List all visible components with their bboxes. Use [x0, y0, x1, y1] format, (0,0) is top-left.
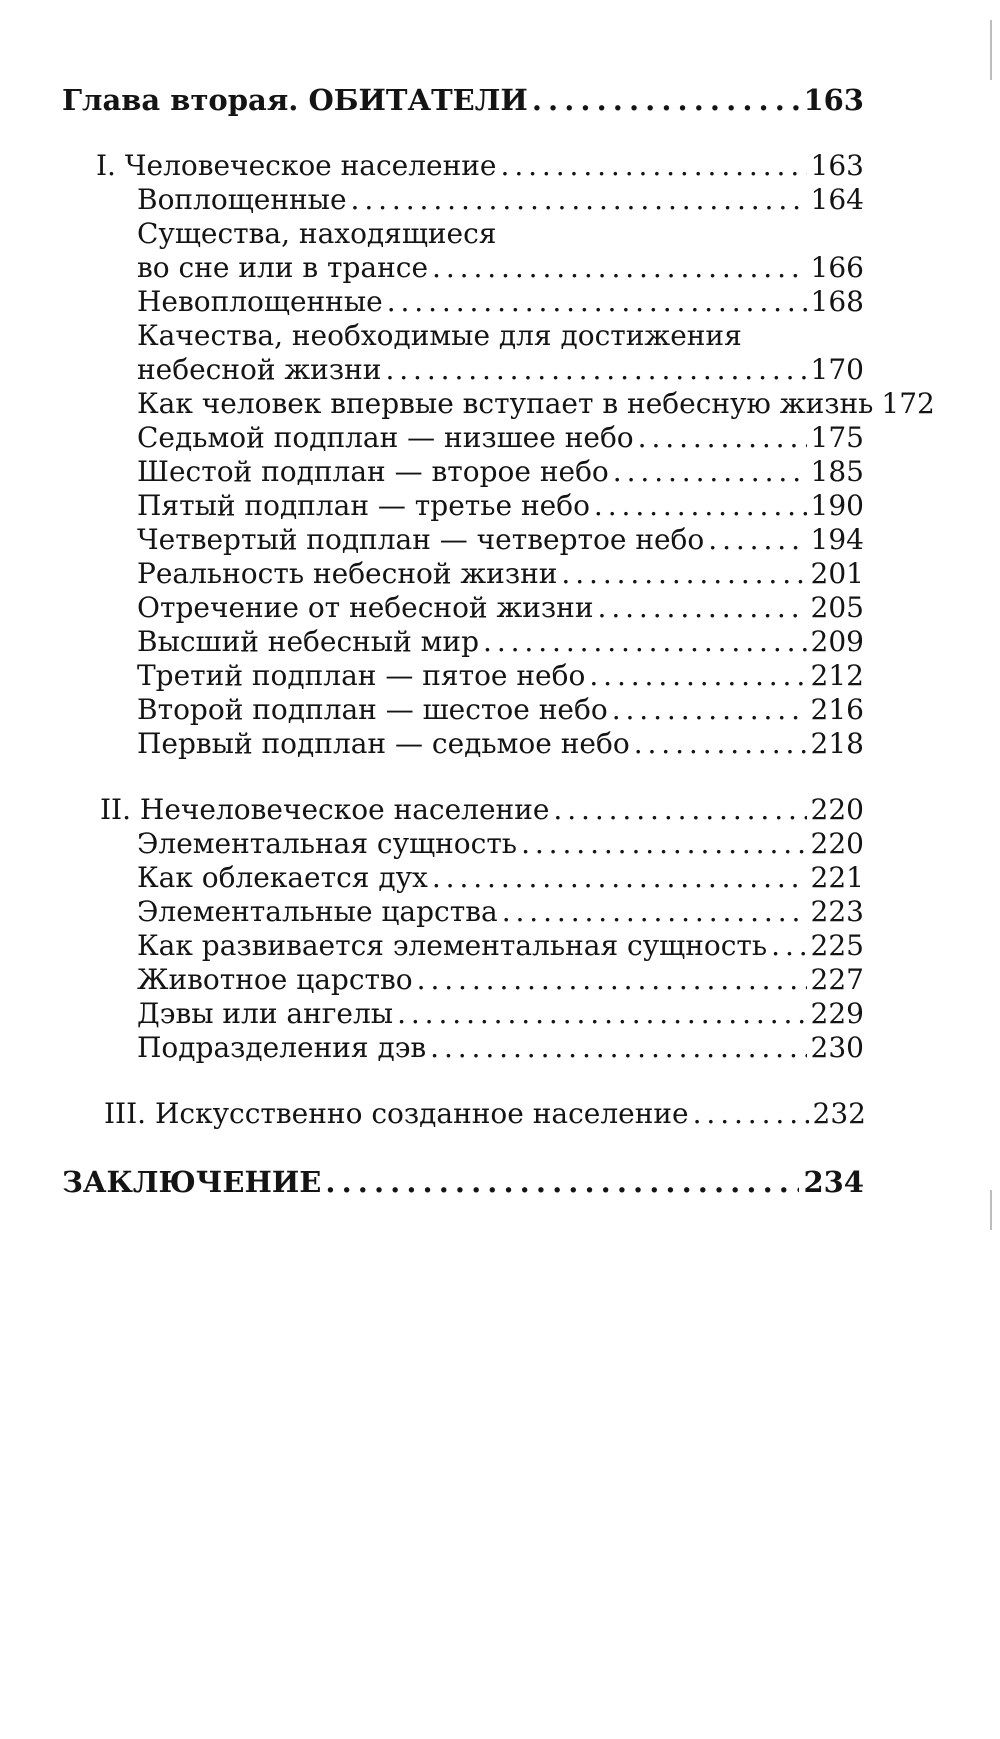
toc-entry-title-line1: Качества, необходимые для достижения [137, 319, 742, 352]
toc-entry-page: 223 [810, 895, 864, 928]
toc-entry-title: Второй подплан — шестое небо [137, 693, 608, 726]
dot-leader [501, 148, 807, 184]
toc-entry-page: 205 [810, 591, 864, 624]
toc-entry-page: 194 [810, 523, 864, 556]
toc-entry-title: небесной жизни [137, 353, 382, 386]
dot-leader [638, 420, 807, 456]
toc-entry-title: Воплощенные [137, 183, 347, 216]
toc-entry-title: Отречение от небесной жизни [137, 591, 594, 624]
toc-entry [137, 962, 864, 998]
toc-entry-page: 218 [810, 727, 864, 760]
toc-entry [137, 522, 864, 558]
toc-entry-page: 175 [810, 421, 864, 454]
toc-entry-title: во сне или в трансе [137, 251, 429, 284]
toc-entry [137, 454, 864, 490]
toc-entry-title: Пятый подплан — третье небо [137, 489, 590, 522]
dot-leader [430, 1030, 806, 1066]
dot-leader [385, 352, 806, 388]
dot-leader [589, 658, 806, 694]
toc-entry [137, 182, 864, 218]
toc-entry-page: 209 [810, 625, 864, 658]
toc-section-2 [100, 792, 864, 828]
toc-section-title: III. Искусственно созданное население [104, 1097, 689, 1130]
toc-entry-page: 164 [810, 183, 864, 216]
toc-entry-title: Третий подплан — пятое небо [137, 659, 586, 692]
toc-entry-title: Невоплощенные [137, 285, 383, 318]
toc-entry-title: Первый подплан — седьмое небо [137, 727, 630, 760]
dot-leader [397, 996, 806, 1032]
dot-leader [325, 1164, 799, 1200]
toc-entry [137, 250, 864, 286]
dot-leader [594, 488, 807, 524]
toc-entry-title: Элементальная сущность [137, 827, 518, 860]
dot-leader [634, 726, 807, 762]
dot-leader [693, 1096, 809, 1132]
toc-entry [137, 284, 864, 320]
toc-entry-title: Как человек впервые вступает в небесную жизнь [137, 387, 874, 420]
toc-entry-page: 168 [810, 285, 864, 318]
dot-leader [771, 928, 806, 964]
dot-leader [561, 556, 806, 592]
dot-leader [502, 894, 807, 930]
dot-leader [387, 284, 807, 320]
toc-entry-title: Животное царство [137, 963, 413, 996]
toc-entry [137, 590, 864, 626]
dot-leader [351, 182, 807, 218]
toc-entry [137, 692, 864, 728]
toc-section-3 [104, 1096, 866, 1132]
dot-leader [598, 590, 807, 626]
toc-entry [137, 726, 864, 762]
dot-leader [612, 692, 807, 728]
toc-entry-page: 221 [810, 861, 864, 894]
toc-entry [137, 386, 935, 422]
toc-entry-title: Как развивается элементальная сущность [137, 929, 768, 962]
toc-entry [137, 488, 864, 524]
toc-section-page: 163 [810, 149, 864, 182]
toc-entry [137, 928, 864, 964]
toc-entry [137, 352, 864, 388]
toc-entry-page: 185 [810, 455, 864, 488]
toc-conclusion-title: ЗАКЛЮЧЕНИЕ [62, 1165, 322, 1199]
scan-edge-mark [990, 20, 992, 80]
toc-section-title: I. Человеческое население [96, 149, 497, 182]
toc-entry-page: 190 [810, 489, 864, 522]
toc-entry [137, 420, 864, 456]
toc-entry-title: Элементальные царства [137, 895, 498, 928]
toc-chapter-page: 163 [803, 83, 864, 117]
toc-entry [137, 826, 864, 862]
dot-leader [553, 792, 806, 828]
toc-section-page: 232 [812, 1097, 866, 1130]
toc-entry-page: 201 [810, 557, 864, 590]
toc-entry-title: Дэвы или ангелы [137, 997, 394, 1030]
dot-leader [483, 624, 807, 660]
toc-entry-page: 229 [810, 997, 864, 1030]
toc-section-title: II. Нечеловеческое население [100, 793, 550, 826]
toc-entry-title: Седьмой подплан — низшее небо [137, 421, 634, 454]
toc-section-1 [96, 148, 864, 184]
toc-entry [137, 894, 864, 930]
toc-entry-page: 170 [810, 353, 864, 386]
toc-chapter-heading [62, 82, 864, 118]
toc-entry [137, 658, 864, 694]
dot-leader [432, 860, 807, 896]
toc-entry-title: Реальность небесной жизни [137, 557, 558, 590]
toc-conclusion-page: 234 [803, 1165, 864, 1199]
toc-section-page: 220 [810, 793, 864, 826]
toc-entry-title: Четвертый подплан — четвертое небо [137, 523, 705, 556]
toc-conclusion [62, 1164, 864, 1200]
toc-entry [137, 556, 864, 592]
toc-entry-title: Шестой подплан — второе небо [137, 455, 609, 488]
toc-entry-page: 227 [810, 963, 864, 996]
scan-edge-mark [990, 1190, 992, 1230]
toc-entry [137, 624, 864, 660]
toc-entry [137, 1030, 864, 1066]
toc-entry-page: 172 [881, 387, 935, 420]
toc-entry [137, 860, 864, 896]
dot-leader [708, 522, 806, 558]
toc-entry-title: Высший небесный мир [137, 625, 480, 658]
toc-chapter-title: Глава вторая. ОБИТАТЕЛИ [62, 83, 528, 117]
toc-entry-page: 166 [810, 251, 864, 284]
toc-entry-title: Как облекается дух [137, 861, 428, 894]
toc-entry-page: 216 [810, 693, 864, 726]
toc-entry-page: 230 [810, 1031, 864, 1064]
dot-leader [521, 826, 806, 862]
dot-leader [417, 962, 807, 998]
toc-entry [137, 996, 864, 1032]
toc-entry-page: 220 [810, 827, 864, 860]
toc-entry-page: 212 [810, 659, 864, 692]
dot-leader [613, 454, 807, 490]
toc-entry-title: Подразделения дэв [137, 1031, 427, 1064]
dot-leader [532, 82, 800, 118]
toc-entry-page: 225 [810, 929, 864, 962]
dot-leader [432, 250, 807, 286]
toc-entry-title-line1: Существа, находящиеся [137, 217, 497, 250]
